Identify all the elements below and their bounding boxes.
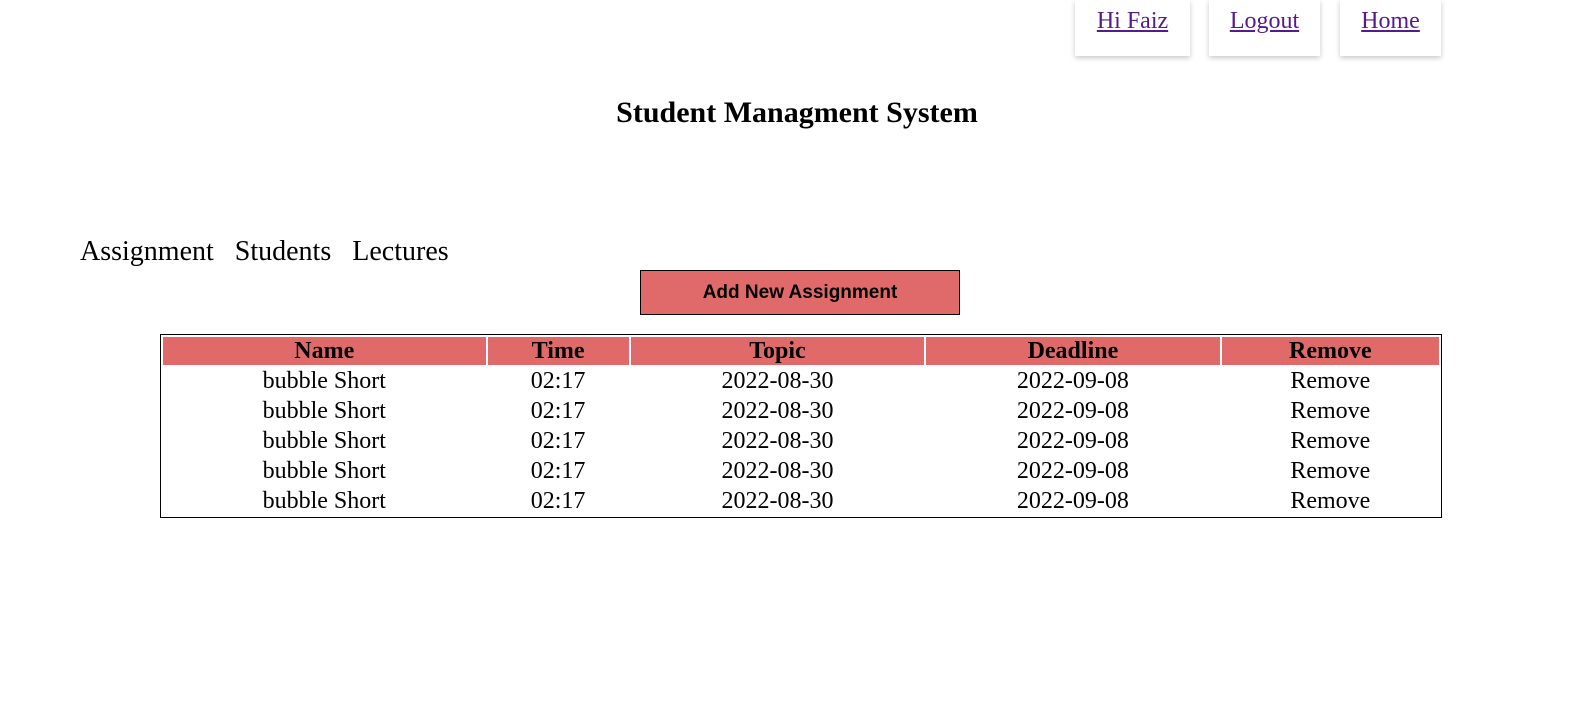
cell-time: 02:17 [530, 488, 586, 514]
page-title: Student Managment System [616, 96, 978, 129]
remove-button[interactable]: Remove [1290, 458, 1371, 484]
add-new-assignment-button[interactable]: Add New Assignment [640, 270, 960, 315]
tab-students[interactable]: Students [234, 236, 332, 267]
table-row [163, 487, 1439, 515]
cell-time: 02:17 [530, 458, 586, 484]
nav-greeting-link[interactable]: Hi Faiz [1075, 0, 1190, 56]
table-header-row [163, 337, 1439, 365]
column-header-time: Time [488, 337, 629, 365]
remove-button[interactable]: Remove [1290, 428, 1371, 454]
column-header-remove: Remove [1222, 337, 1439, 365]
cell-name: bubble Short [262, 368, 386, 394]
cell-name: bubble Short [262, 458, 386, 484]
remove-button[interactable]: Remove [1290, 398, 1371, 424]
cell-name: bubble Short [262, 398, 386, 424]
nav-logout-link[interactable]: Logout [1209, 0, 1320, 56]
cell-time: 02:17 [530, 428, 586, 454]
cell-deadline: 2022-09-08 [1016, 458, 1129, 484]
section-tabs [80, 236, 449, 268]
cell-name: bubble Short [262, 428, 386, 454]
cell-topic: 2022-08-30 [721, 458, 834, 484]
top-navigation [0, 0, 1594, 60]
table-row [163, 397, 1439, 425]
assignments-table [160, 334, 1442, 518]
column-header-name: Name [163, 337, 486, 365]
table-row [163, 367, 1439, 395]
column-header-topic: Topic [631, 337, 924, 365]
cell-deadline: 2022-09-08 [1016, 488, 1129, 514]
cell-topic: 2022-08-30 [721, 398, 834, 424]
cell-time: 02:17 [530, 368, 586, 394]
table-row [163, 457, 1439, 485]
column-header-deadline: Deadline [926, 337, 1219, 365]
remove-button[interactable]: Remove [1290, 488, 1371, 514]
cell-topic: 2022-08-30 [721, 428, 834, 454]
cell-topic: 2022-08-30 [721, 368, 834, 394]
cell-topic: 2022-08-30 [721, 488, 834, 514]
table-row [163, 427, 1439, 455]
tab-assignment[interactable]: Assignment [80, 236, 214, 267]
cell-time: 02:17 [530, 398, 586, 424]
remove-button[interactable]: Remove [1290, 368, 1371, 394]
cell-name: bubble Short [262, 488, 386, 514]
nav-home-link[interactable]: Home [1340, 0, 1441, 56]
cell-deadline: 2022-09-08 [1016, 398, 1129, 424]
cell-deadline: 2022-09-08 [1016, 368, 1129, 394]
tab-lectures[interactable]: Lectures [352, 236, 449, 267]
cell-deadline: 2022-09-08 [1016, 428, 1129, 454]
